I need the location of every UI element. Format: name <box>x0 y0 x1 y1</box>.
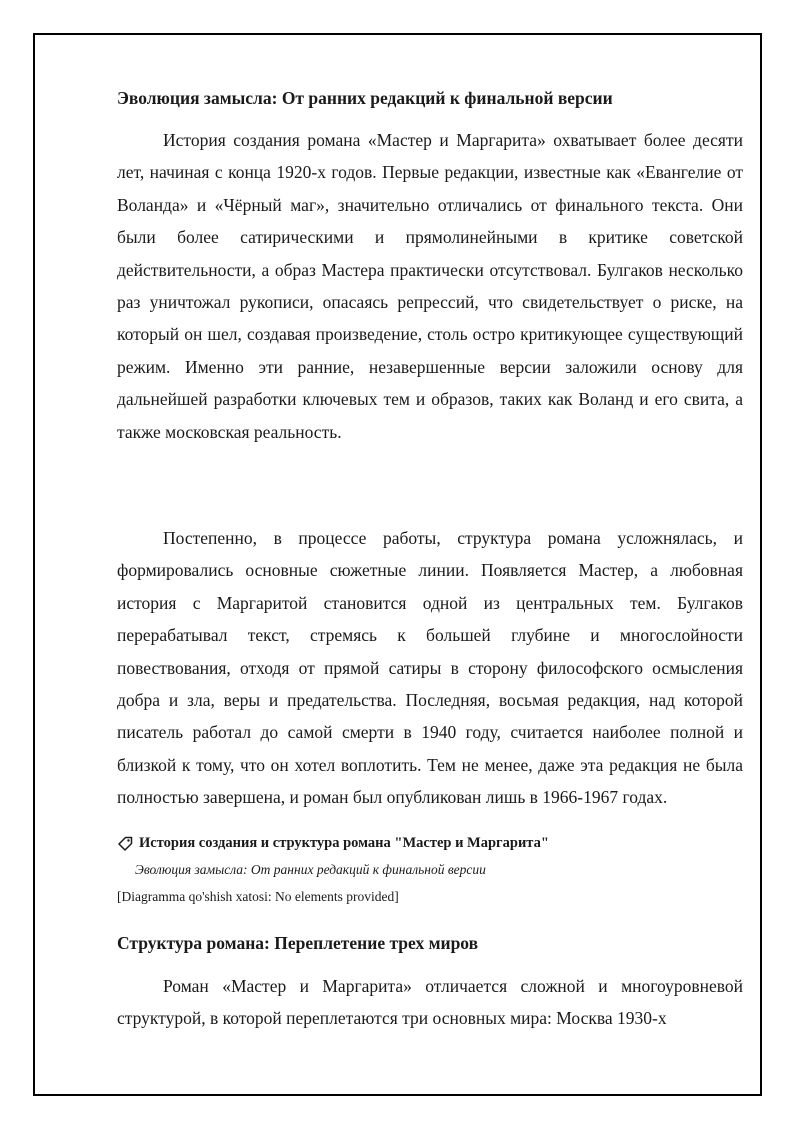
paragraph-evolution-2: Постепенно, в процессе работы, структура романа усложнялась, и формировались основные сюжетные линии. Появляется Мастер, а любовная история с Маргаритой становится одной из центральных тем. Булгаков перерабатывал текст, стремясь к большей глубине и многослойности повествования, отходя от прямой сатиры в сторону философского осмысления добра и зла, веры и предательства. Последняя, восьмая редакция, над которой писатель работал до самой смерти в 1940 году, считается наиболее полной и близкой к тому, что он хотел воплотить. Тем не менее, даже эта редакция не была полностью завершена, и роман был опубликован лишь в 1966-1967 годах. <box>117 528 743 808</box>
paragraph-structure-1: Роман «Мастер и Маргарита» отличается сложной и многоуровневой структурой, в которой переплетаются три основных мира: Москва 1930-х <box>117 976 743 1029</box>
section-heading-evolution: Эволюция замысла: От ранних редакций к финальной версии <box>117 88 613 108</box>
paragraph-evolution-1: История создания романа «Мастер и Маргарита» охватывает более десяти лет, начиная с конца 1920-х годов. Первые редакции, известные как «Евангелие от Воланда» и «Чёрный маг», значительно отличались от финального текста. Они были более сатирическими и прямолинейными в критике советской действительности, а образ Мастера практически отсутствовал. Булгаков несколько раз уничтожал рукописи, опасаясь репрессий, что свидетельствует о риске, на который он шел, создавая произведение, столь остро критикующее существующий режим. Именно эти ранние, незавершенные версии заложили основу для дальнейшей разработки ключевых тем и образов, таких как Воланд и его свита, а также московская реальность. <box>117 130 743 442</box>
page-frame <box>33 33 762 1096</box>
diagram-subtitle: Эволюция замысла: От ранних редакций к финальной версии <box>135 862 486 877</box>
diagram-title-text: История создания и структура романа "Мастер и Маргарита" <box>139 835 549 851</box>
section-heading-structure: Структура романа: Переплетение трех миров <box>117 933 479 953</box>
tag-icon <box>117 835 134 852</box>
diagram-title <box>117 835 549 852</box>
diagram-error-message: [Diagramma qo'shish xatosi: No elements provided] <box>117 889 399 904</box>
